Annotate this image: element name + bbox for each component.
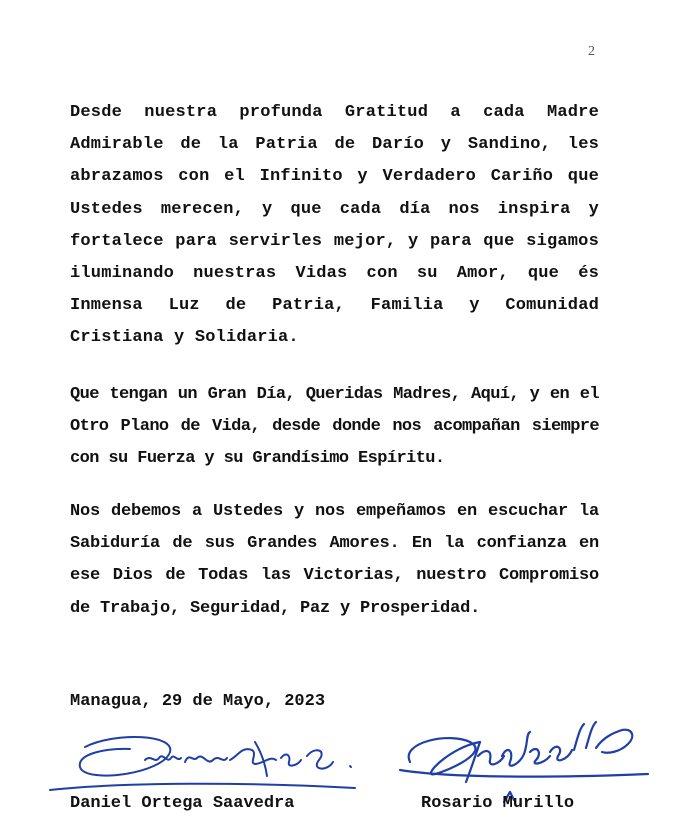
paragraph-greeting: Que tengan un Gran Día, Queridas Madres, Aquí, y en el Otro Plano de Vida, desde donde nos acompañan siempre con su Fuerza y su Grandísimo Espíritu.: [70, 385, 599, 469]
paragraph-commitment: Nos debemos a Ustedes y nos empeñamos en escuchar la Sabiduría de sus Grandes Amores. En la confianza en ese Dios de Todas las Victorias, nuestro Compromiso de Trabajo, Seguridad, Paz y Prosperidad.: [70, 502, 599, 618]
paragraph-gratitude: Desde nuestra profunda Gratitud a cada Madre Admirable de la Patria de Darío y Sandino, les abrazamos con el Infinito y Verdadero Cariño que Ustedes merecen, y que cada día nos inspira y fortalece para servirles mejor, y para que sigamos iluminando nuestras Vidas con su Amor, que és Inmensa Luz de Patria, Familia y Comunidad Cristiana y Solidaria.: [70, 103, 599, 348]
signer-name-rosario: Rosario Murillo: [421, 794, 575, 813]
dateline: Managua, 29 de Mayo, 2023: [70, 692, 326, 711]
page-number: 2: [588, 44, 595, 59]
signer-name-daniel: Daniel Ortega Saavedra: [70, 794, 295, 813]
signature-daniel-ortega: [45, 712, 365, 802]
